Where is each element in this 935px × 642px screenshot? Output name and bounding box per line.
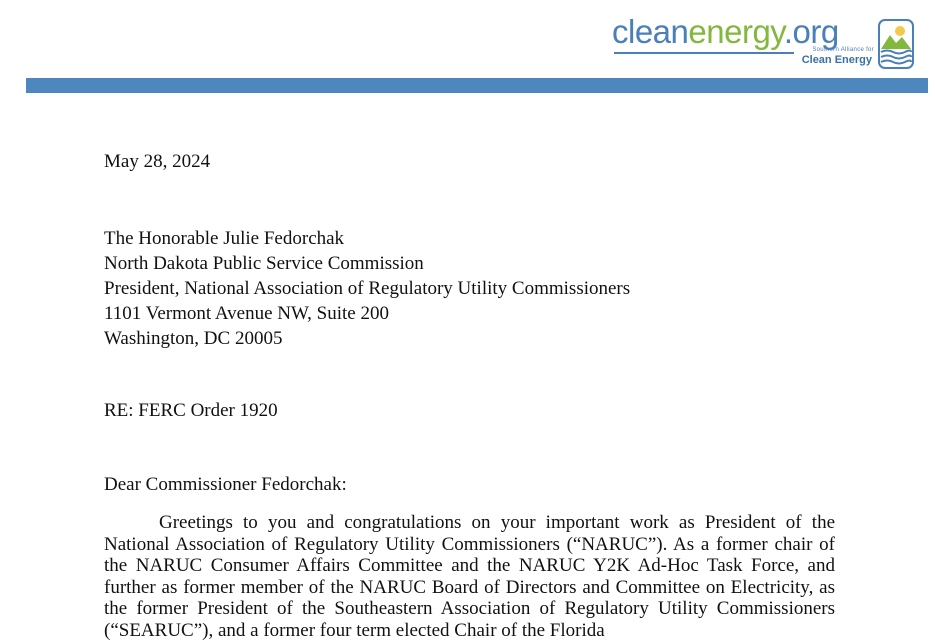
salutation: Dear Commissioner Fedorchak: <box>104 474 347 495</box>
letter-date: May 28, 2024 <box>104 151 211 172</box>
address-line-city: Washington, DC 20005 <box>104 328 283 349</box>
logo-word-clean: clean <box>612 13 689 50</box>
address-line-organization: North Dakota Public Service Commission <box>104 253 424 274</box>
logo-wordmark <box>612 14 839 50</box>
address-line-title: President, National Association of Regulatory Utility Commissioners <box>104 278 631 299</box>
mountain-water-icon <box>878 19 914 69</box>
logo-underline <box>614 52 794 54</box>
header-bar <box>26 78 928 93</box>
address-line-street: 1101 Vermont Avenue NW, Suite 200 <box>104 303 389 324</box>
recipient-address <box>104 226 630 351</box>
logo-tagline-small: Southern Alliance for <box>812 47 874 53</box>
subject-line: RE: FERC Order 1920 <box>104 400 278 421</box>
logo-word-org: .org <box>783 13 839 50</box>
address-line-name: The Honorable Julie Fedorchak <box>104 228 345 249</box>
logo-word-energy: energy <box>688 13 784 50</box>
body-paragraph: Greetings to you and congratulations on your important work as President of the National Association of Regulatory Utility Commissioners (“NARUC”). As a former chair of the NARUC Consumer Affairs Committee and the NARUC Y2K Ad-Hoc Task Force, and further as former member of the NARUC Board of Directors and Committee on Electricity, as the former President of the Southeastern Association of Regulatory Utility Commissioners (“SEARUC”), and a former four term elected Chair of the Florida <box>104 512 835 641</box>
logo-tagline-bold: Clean Energy <box>801 54 872 66</box>
organization-logo <box>612 14 914 72</box>
